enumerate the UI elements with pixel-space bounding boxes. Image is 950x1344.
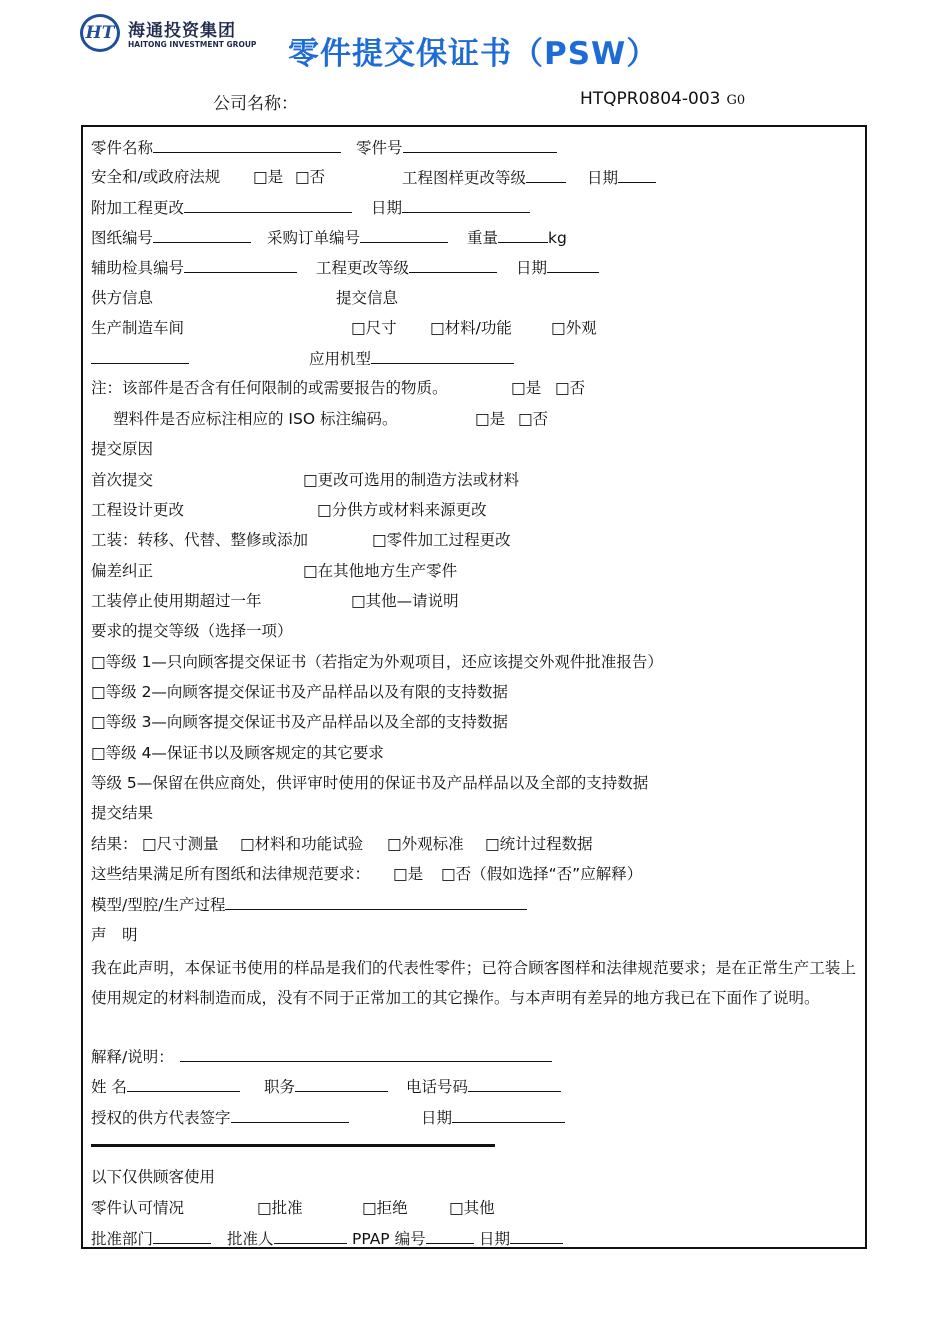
approver-group <box>227 1228 347 1249</box>
signature-label: 授权的供方代表签字 <box>91 1109 231 1127</box>
position-group <box>264 1076 388 1097</box>
eng-date-label: 日期 <box>516 259 548 277</box>
drawing-change-level-label: 工程图样更改等级 <box>402 169 527 187</box>
level-2-checkbox[interactable]: □等级 2—向顾客提交保证书及产品样品以及有限的支持数据 <box>91 683 508 701</box>
other-reason-checkbox[interactable]: □其他—请说明 <box>351 592 459 610</box>
row-reason-4 <box>91 561 458 581</box>
po-no-label: 采购订单编号 <box>267 229 361 247</box>
mold-field[interactable] <box>225 894 527 910</box>
approval-date-group <box>479 1228 563 1249</box>
row-info-headers <box>91 288 399 308</box>
row-explain <box>91 1046 552 1067</box>
logo-english-name: HAITONG INVESTMENT GROUP <box>128 40 257 49</box>
level-1-checkbox[interactable]: □等级 1—只向顾客提交保证书（若指定为外观项目，还应该提交外观件批准报告） <box>91 653 663 671</box>
approve-dept-field[interactable] <box>153 1228 211 1244</box>
approval-status-label: 零件认可情况 <box>91 1199 185 1217</box>
customer-only-title: 以下仅供顾客使用 <box>91 1168 216 1186</box>
level-5-text: 等级 5—保留在供应商处，供评审时使用的保证书及产品样品以及全部的支持数据 <box>91 774 649 792</box>
approval-date-field[interactable] <box>510 1228 563 1244</box>
row-part-name <box>91 137 403 158</box>
signature-date-group <box>421 1107 565 1128</box>
spc-data-checkbox[interactable]: □统计过程数据 <box>485 835 593 853</box>
model-group <box>309 348 514 369</box>
reason-title: 提交原因 <box>91 440 154 458</box>
row-signature <box>91 1107 453 1128</box>
approve-checkbox[interactable]: □批准 <box>257 1199 303 1217</box>
alt-method-checkbox[interactable]: □更改可选用的制造方法或材料 <box>303 471 520 489</box>
first-submission-label: 首次提交 <box>91 471 154 489</box>
row-note-1 <box>91 378 586 398</box>
ppap-no-label: PPAP 编号 <box>352 1230 426 1248</box>
row-approval-status <box>91 1198 495 1218</box>
dimension-checkbox[interactable]: □尺寸 <box>351 319 397 337</box>
workshop-field[interactable] <box>91 348 189 364</box>
extra-change-field[interactable] <box>184 197 352 213</box>
page-title: 零件提交保证书（PSW） <box>288 36 659 72</box>
substance-no-checkbox[interactable]: □否 <box>555 379 586 397</box>
part-no-field[interactable] <box>403 137 557 153</box>
drawing-no-field[interactable] <box>153 227 251 243</box>
dimension-measure-checkbox[interactable]: □尺寸测量 <box>142 835 219 853</box>
approver-field[interactable] <box>274 1228 347 1244</box>
drawing-no-label: 图纸编号 <box>91 229 154 247</box>
logo-ht-mark: HT <box>80 14 120 52</box>
explain-field[interactable] <box>180 1046 552 1062</box>
extra-change-label: 附加工程更改 <box>91 199 185 217</box>
result-title: 提交结果 <box>91 804 154 822</box>
meet-yes-checkbox[interactable]: □是 <box>393 865 424 883</box>
declaration-text: 我在此声明，本保证书使用的样品是我们的代表性零件；已符合顾客图样和法律规范要求；是在正常生产工装上使用规定的材料制造而成，没有不同于正常加工的其它操作。与本声明有差异的地方我已在下面作了说明。 <box>91 959 856 1008</box>
position-label: 职务 <box>264 1078 296 1096</box>
material-function-checkbox[interactable]: □材料/功能 <box>430 319 512 337</box>
eng-change-level-label: 工程更改等级 <box>316 259 410 277</box>
company-logo <box>78 12 258 56</box>
part-name-field[interactable] <box>153 137 341 153</box>
safety-label: 安全和/或政府法规 <box>91 168 221 186</box>
logo-chinese-name: 海通投资集团 <box>128 21 236 41</box>
deviation-label: 偏差纠正 <box>91 562 154 580</box>
note-restricted-substance: 注：该部件是否含有任何限制的或需要报告的物质。 <box>91 379 448 397</box>
signature-field[interactable] <box>231 1107 349 1123</box>
model-field[interactable] <box>371 348 514 364</box>
row-mold <box>91 894 527 915</box>
result-label: 结果： <box>91 835 138 853</box>
submission-info-label: 提交信息 <box>336 289 399 307</box>
row-fixture <box>91 257 548 278</box>
document-number <box>580 89 745 109</box>
drawing-change-group <box>402 167 566 188</box>
declaration-title: 声 明 <box>91 926 138 944</box>
extra-date-group <box>371 197 530 218</box>
row-meet-requirements <box>91 864 643 884</box>
po-group <box>267 227 448 248</box>
row-reason-5 <box>91 591 459 611</box>
row-reason-3 <box>91 530 511 550</box>
row-approval-details <box>91 1228 511 1249</box>
fixture-no-label: 辅助检具编号 <box>91 259 185 277</box>
level-4-checkbox[interactable]: □等级 4—保证书以及顾客规定的其它要求 <box>91 744 384 762</box>
row-reason-2 <box>91 500 487 520</box>
row-reason-1 <box>91 470 520 490</box>
weight-label: 重量 <box>467 229 499 247</box>
design-change-label: 工程设计更改 <box>91 501 185 519</box>
name-label: 姓 名 <box>91 1078 127 1096</box>
approval-date-label: 日期 <box>479 1230 511 1248</box>
position-field[interactable] <box>295 1076 388 1092</box>
appearance-checkbox[interactable]: □外观 <box>551 319 597 337</box>
iso-yes-checkbox[interactable]: □是 <box>475 410 506 428</box>
meet-no-checkbox[interactable]: □否（假如选择“否”应解释） <box>441 865 643 883</box>
drawing-date-label: 日期 <box>587 169 619 187</box>
safety-yes-checkbox[interactable]: □是 <box>253 168 284 186</box>
separator-line <box>91 1144 495 1147</box>
other-location-checkbox[interactable]: □在其他地方生产零件 <box>303 562 458 580</box>
level-3-checkbox[interactable]: □等级 3—向顾客提交保证书及产品样品以及全部的支持数据 <box>91 713 508 731</box>
tooling-change-label: 工装：转移、代替、整修或添加 <box>91 531 309 549</box>
extra-date-field[interactable] <box>402 197 530 213</box>
part-name-label: 零件名称 <box>91 139 154 157</box>
eng-date-group <box>516 257 599 278</box>
tooling-inactive-label: 工装停止使用期超过一年 <box>91 592 262 610</box>
row-model <box>91 348 372 369</box>
iso-no-checkbox[interactable]: □否 <box>518 410 549 428</box>
part-no-label: 零件号 <box>356 139 403 157</box>
row-safety <box>91 167 619 187</box>
substance-yes-checkbox[interactable]: □是 <box>511 379 542 397</box>
drawing-date-group <box>587 167 656 188</box>
weight-group <box>467 227 567 248</box>
signature-date-label: 日期 <box>421 1109 453 1127</box>
ppap-group <box>352 1228 474 1249</box>
phone-label: 电话号码 <box>406 1078 469 1096</box>
phone-group <box>406 1076 561 1097</box>
name-field[interactable] <box>127 1076 240 1092</box>
subsupplier-change-checkbox[interactable]: □分供方或材料来源更改 <box>317 501 487 519</box>
reject-checkbox[interactable]: □拒绝 <box>362 1199 408 1217</box>
company-name-label: 公司名称： <box>213 94 298 114</box>
appearance-standard-checkbox[interactable]: □外观标准 <box>387 835 464 853</box>
explain-label: 解释/说明： <box>91 1048 174 1066</box>
extra-date-label: 日期 <box>371 199 403 217</box>
part-no-group <box>356 137 557 158</box>
signature-date-field[interactable] <box>452 1107 565 1123</box>
note-iso-marking: 塑料件是否应标注相应的 ISO 标注编码。 <box>113 410 398 428</box>
ppap-no-field[interactable] <box>426 1228 474 1244</box>
workshop-label: 生产制造车间 <box>91 319 185 337</box>
process-change-checkbox[interactable]: □零件加工过程更改 <box>372 531 511 549</box>
phone-field[interactable] <box>468 1076 561 1092</box>
level-title: 要求的提交等级（选择一项） <box>91 622 293 640</box>
weight-field[interactable] <box>498 227 548 243</box>
safety-no-checkbox[interactable]: □否 <box>295 168 326 186</box>
meet-requirements-label: 这些结果满足所有图纸和法律规范要求： <box>91 865 371 883</box>
eng-change-level-field[interactable] <box>409 257 497 273</box>
approver-label: 批准人 <box>227 1230 274 1248</box>
row-extra-change <box>91 197 403 218</box>
weight-unit: kg <box>548 229 567 247</box>
row-workshop <box>91 318 597 338</box>
row-results <box>91 834 593 854</box>
other-checkbox[interactable]: □其他 <box>449 1199 495 1217</box>
fixture-no-field[interactable] <box>184 257 297 273</box>
row-note-2 <box>113 409 549 429</box>
row-drawing-no <box>91 227 567 248</box>
material-test-checkbox[interactable]: □材料和功能试验 <box>240 835 364 853</box>
drawing-change-level-field[interactable] <box>526 167 566 183</box>
eng-change-group <box>316 257 497 278</box>
doc-code: HTQPR0804-003 <box>580 89 721 109</box>
approve-dept-label: 批准部门 <box>91 1230 154 1248</box>
drawing-date-field[interactable] <box>618 167 656 183</box>
supplier-info-label: 供方信息 <box>91 289 154 307</box>
model-label: 应用机型 <box>309 350 372 368</box>
psw-form <box>81 125 867 1249</box>
row-contact <box>91 1076 469 1097</box>
po-no-field[interactable] <box>360 227 448 243</box>
revision-code: G0 <box>726 93 746 108</box>
mold-label: 模型/型腔/生产过程 <box>91 896 226 914</box>
eng-date-field[interactable] <box>547 257 599 273</box>
